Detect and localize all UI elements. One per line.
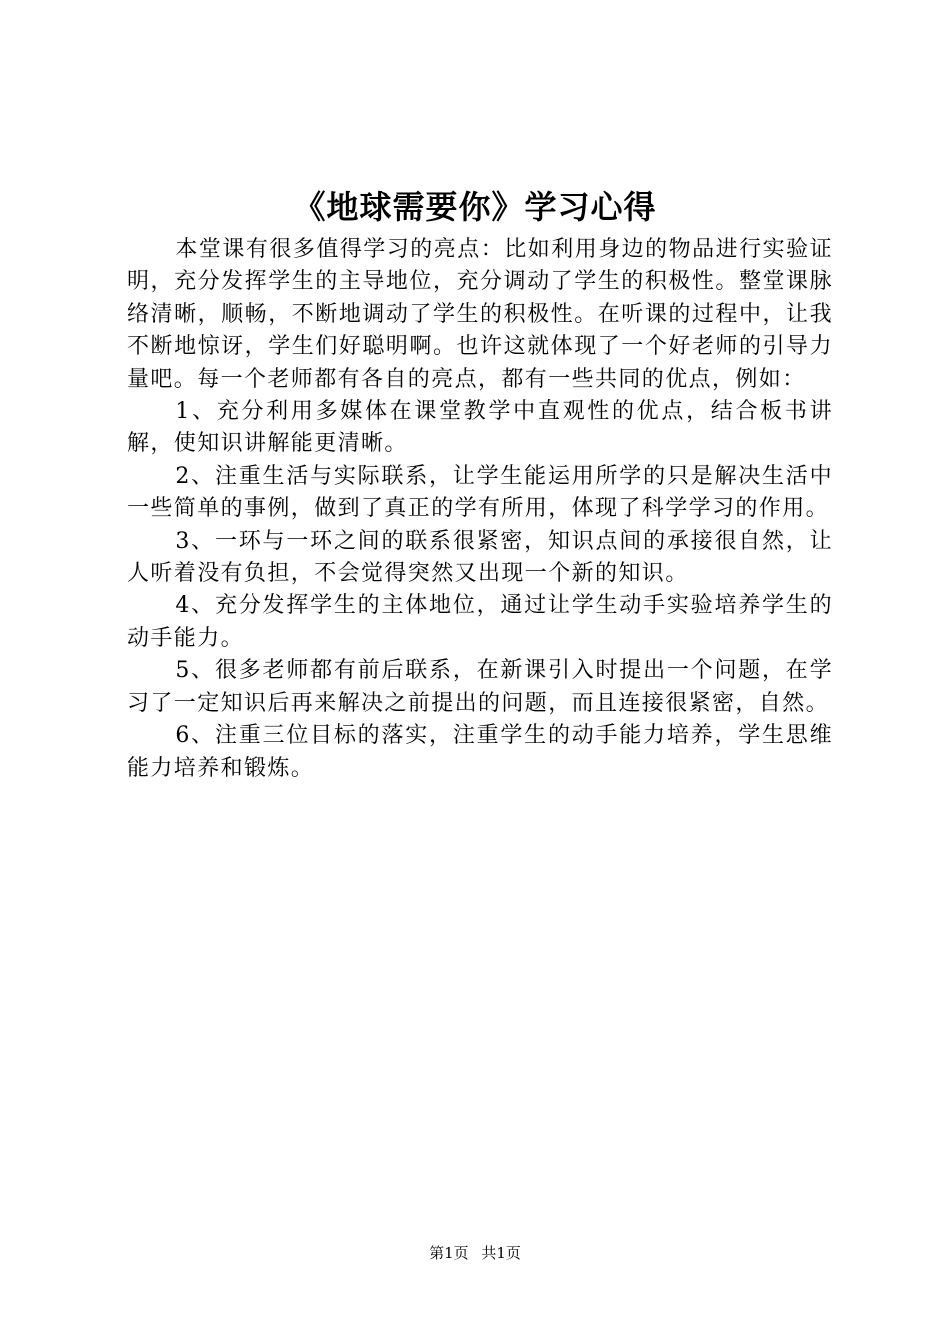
page-total: 共1页 [481, 1244, 521, 1262]
paragraph-point-4: 4、充分发挥学生的主体地位，通过让学生动手实验培养学生的动手能力。 [127, 593, 833, 651]
paragraph-point-5: 5、很多老师都有前后联系，在新课引入时提出一个问题，在学习了一定知识后再来解决之前提出的问题，而且连接很紧密，自然。 [127, 658, 833, 716]
paragraph-intro: 本堂课有很多值得学习的亮点：比如利用身边的物品进行实验证明，充分发挥学生的主导地位，充分调动了学生的积极性。整堂课脉络清晰，顺畅，不断地调动了学生的积极性。在听课的过程中，让我不断地惊讶，学生们好聪明啊。也许这就体现了一个好老师的引导力量吧。每一个老师都有各自的亮点，都有一些共同的优点，例如： [127, 237, 833, 392]
paragraph-point-6: 6、注重三位目标的落实，注重学生的动手能力培养，学生思维能力培养和锻炼。 [127, 723, 833, 781]
document-title: 《地球需要你》学习心得 [293, 188, 657, 226]
document-body [127, 234, 833, 785]
page-footer [0, 1242, 950, 1264]
page-number: 第1页 [429, 1244, 469, 1262]
paragraph-point-3: 3、一环与一环之间的联系很紧密，知识点间的承接很自然，让人听着没有负担，不会觉得突然又出现一个新的知识。 [127, 528, 833, 587]
paragraph-point-1: 1、充分利用多媒体在课堂教学中直观性的优点，结合板书讲解，使知识讲解能更清晰。 [127, 399, 833, 457]
paragraph-point-2: 2、注重生活与实际联系，让学生能运用所学的只是解决生活中一些简单的事例，做到了真正的学有所用，体现了科学学习的作用。 [127, 463, 833, 522]
